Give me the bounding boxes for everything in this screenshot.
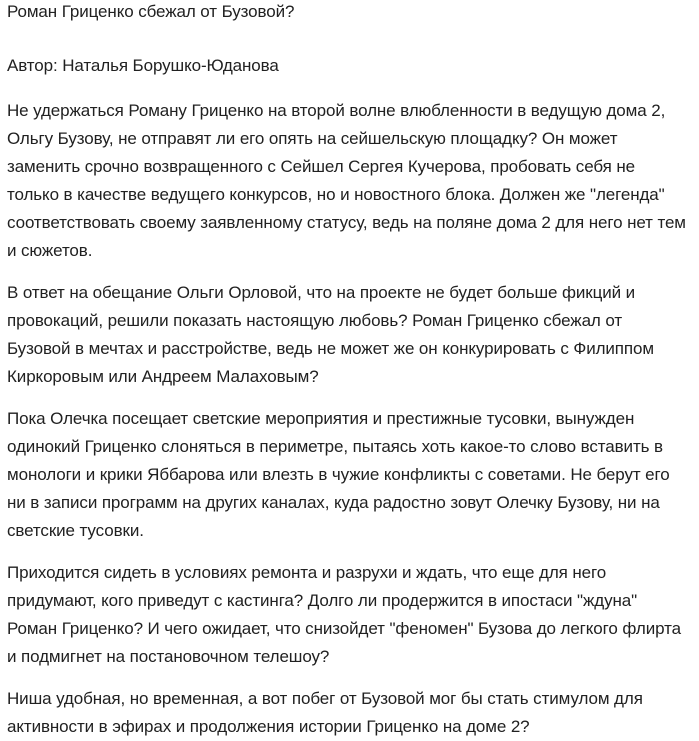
article-title: Роман Гриценко сбежал от Бузовой? bbox=[7, 2, 295, 21]
article-paragraph: Приходится сидеть в условиях ремонта и разрухи и ждать, что еще для него придумают, кого приведут с кастинга? Долго ли продержится в ипостаси "ждуна" Роман Гриценко? И чего ожидает, что снизойдет "феномен" Бузова до легкого флирта и подмигнет на постановочном телешоу? bbox=[7, 563, 681, 666]
article-paragraph: Пока Олечка посещает светские мероприятия и престижные тусовки, вынужден одинокий Гриценко слоняться в периметре, пытаясь хоть какое-то слово вставить в монологи и крики Яббарова или влезть в чужие конфликты с советами. Не берут его ни в записи программ на других каналах, куда радостно зовут Олечку Бузову, ни на светские тусовки. bbox=[7, 409, 670, 540]
article-paragraph: В ответ на обещание Ольги Орловой, что на проекте не будет больше фикций и провокаций, решили показать настоящую любовь? Роман Гриценко сбежал от Бузовой в мечтах и расстройстве, ведь не может же он конкурировать с Филиппом Киркоровым или Андреем Малаховым? bbox=[7, 283, 654, 386]
article-paragraph: Не удержаться Роману Гриценко на второй волне влюбленности в ведущую дома 2, Ольгу Бузову, не отправят ли его опять на сейшельскую площадку? Он может заменить срочно возвращенного с Сейшел Сергея Кучерова, пробовать себя не только в качестве ведущего конкурсов, но и новостного блока. Должен же "легенда" соответствовать своему заявленному статусу, ведь на поляне дома 2 для него нет тем и сюжетов. bbox=[7, 101, 686, 260]
article-body bbox=[7, 97, 690, 741]
article-paragraph: Ниша удобная, но временная, а вот побег от Бузовой мог бы стать стимулом для активности в эфирах и продолжения истории Гриценко на доме 2? bbox=[7, 689, 643, 736]
article-author: Автор: Наталья Борушко-Юданова bbox=[7, 56, 279, 75]
